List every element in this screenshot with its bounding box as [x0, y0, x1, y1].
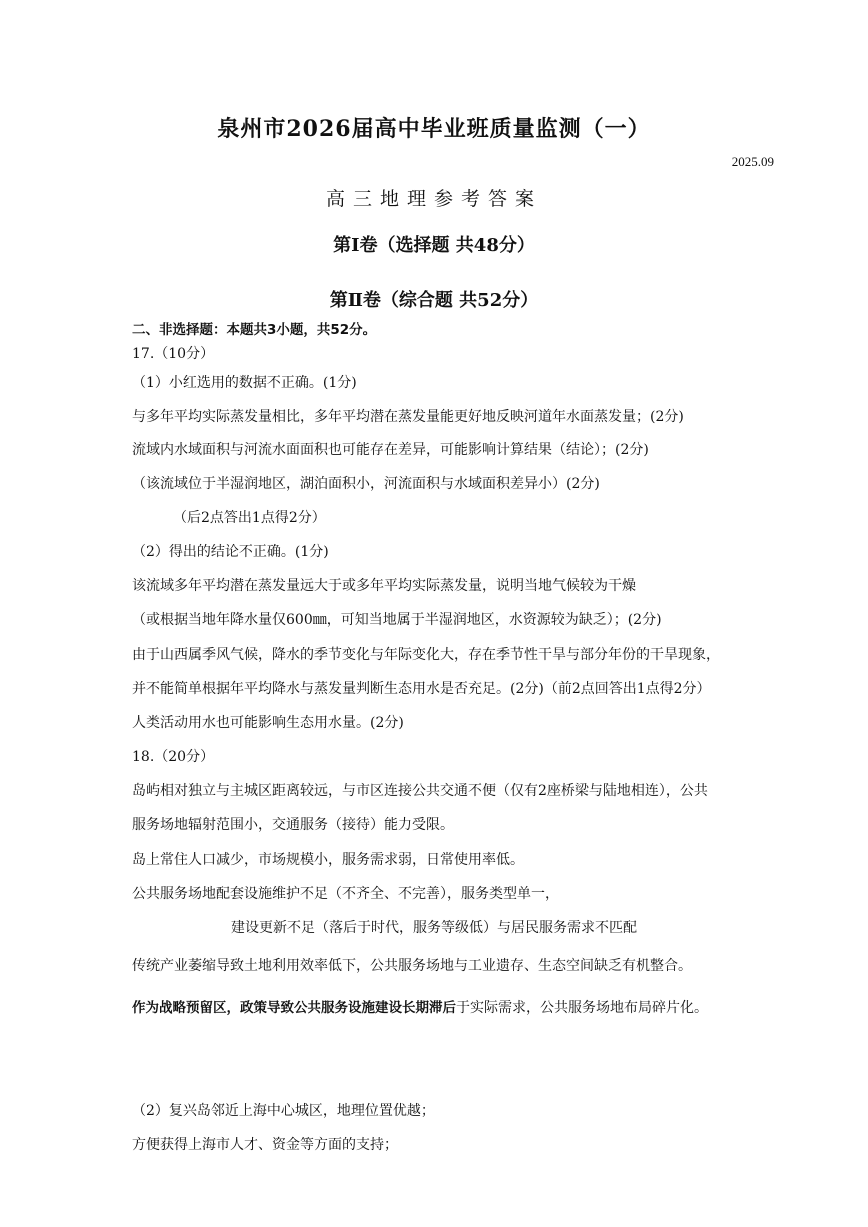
document-subtitle: 高三地理参考答案	[325, 188, 542, 210]
q17-label: 17.（10分）	[132, 346, 215, 362]
q18-part2-line: 方便获得上海市人才、资金等方面的支持；	[132, 1137, 398, 1153]
q17-line: 人类活动用水也可能影响生态用水量。(2分)	[132, 715, 404, 731]
part2-intro: 二、非选择题：本题共3小题，共52分。	[132, 322, 377, 338]
q18-line: 建设更新不足（落后于时代，服务等级低）与居民服务需求不匹配	[231, 920, 637, 936]
q17-line: 与多年平均实际蒸发量相比，多年平均潜在蒸发量能更好地反映河道年水面蒸发量；(2分)	[132, 409, 684, 425]
q17-line: （该流域位于半湿润地区，湖泊面积小，河流面积与水域面积差异小）(2分)	[132, 476, 600, 492]
q18-line: 岛上常住人口减少，市场规模小，服务需求弱，日常使用率低。	[132, 852, 524, 868]
q17-line: 流域内水域面积与河流水面面积也可能存在差异，可能影响计算结果（结论）；(2分)	[132, 442, 649, 458]
document-title: 泉州市2026届高中毕业班质量监测（一）	[217, 116, 651, 142]
q18-part2-line: （2）复兴岛邻近上海中心城区，地理位置优越；	[132, 1103, 435, 1119]
q17-line: （2）得出的结论不正确。(1分)	[132, 544, 329, 560]
q17-line: 该流域多年平均潜在蒸发量远大于或多年平均实际蒸发量，说明当地气候较为干燥	[132, 578, 636, 594]
q18-bold-line	[132, 996, 708, 1017]
q18-line: 公共服务场地配套设施维护不足（不齐全、不完善），服务类型单一，	[132, 886, 559, 902]
q18-bold-part: 作为战略预留区，政策导致公共服务设施建设长期滞后	[132, 1000, 456, 1016]
section-part2-heading: 第Ⅱ卷（综合题 共52分）	[329, 290, 539, 311]
q18-line: 传统产业萎缩导致土地利用效率低下，公共服务场地与工业遗存、生态空间缺乏有机整合。	[132, 958, 692, 974]
document-date: 2025.09	[731, 154, 774, 169]
q18-bold-tail: 于实际需求，公共服务场地布局碎片化。	[456, 1000, 708, 1016]
q17-line: 由于山西属季风气候，降水的季节变化与年际变化大，存在季节性干旱与部分年份的干旱现象，	[132, 647, 720, 663]
q18-label: 18.（20分）	[132, 749, 215, 765]
q17-line: （或根据当地年降水量仅600㎜，可知当地属于半湿润地区，水资源较为缺乏）；(2分)	[132, 612, 662, 628]
q17-line: （1）小红选用的数据不正确。(1分)	[132, 375, 357, 391]
section-part1-heading: 第Ⅰ卷（选择题 共48分）	[333, 235, 535, 256]
q17-line: （后2点答出1点得2分）	[173, 510, 326, 526]
q17-line: 并不能简单根据年平均降水与蒸发量判断生态用水是否充足。(2分)（前2点回答出1点得2分）	[132, 681, 711, 697]
q18-line: 岛屿相对独立与主城区距离较远，与市区连接公共交通不便（仅有2座桥梁与陆地相连），公共	[132, 783, 708, 799]
q18-line: 服务场地辐射范围小，交通服务（接待）能力受限。	[132, 817, 454, 833]
